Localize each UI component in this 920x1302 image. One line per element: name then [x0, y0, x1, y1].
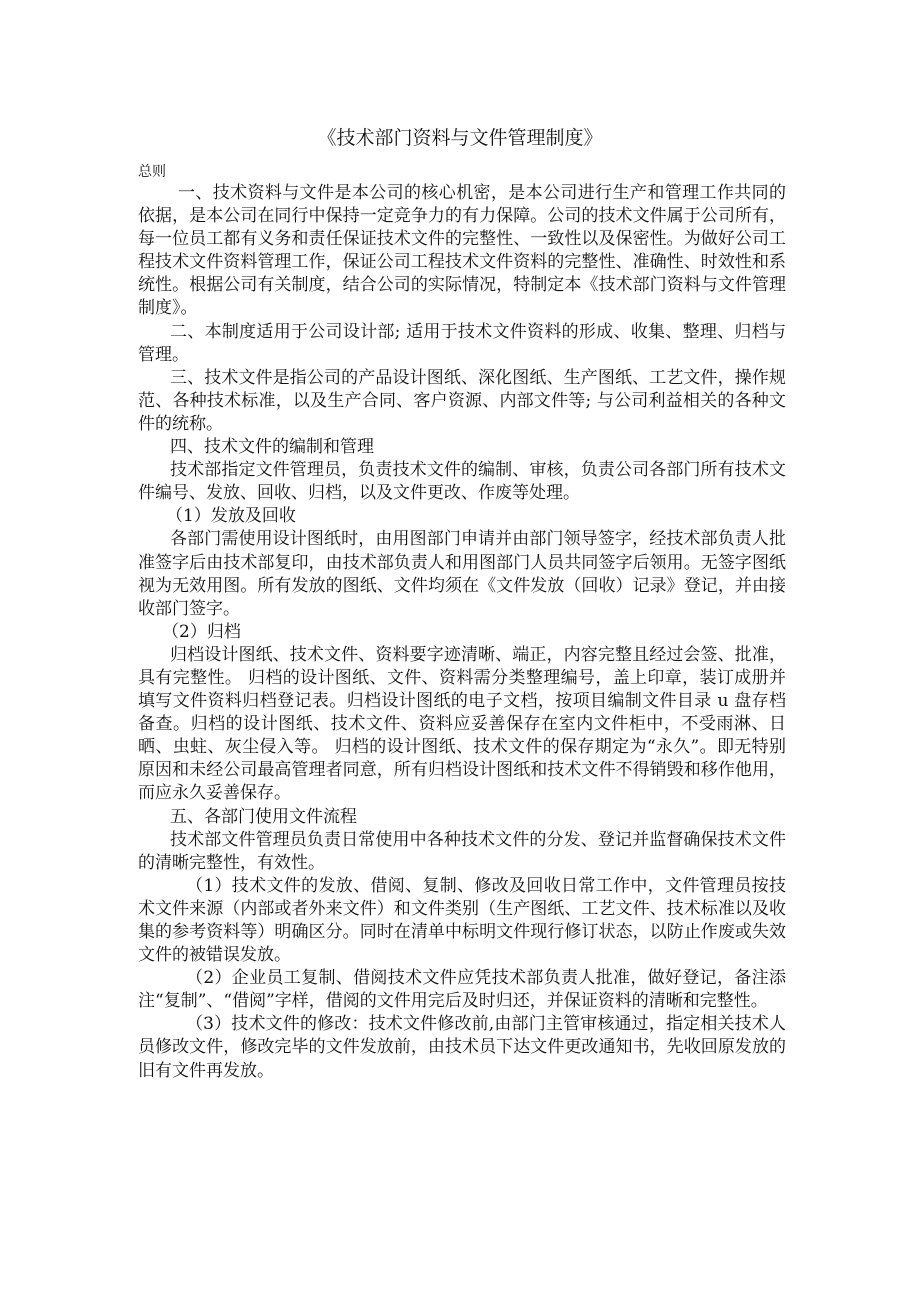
section-label: 总则	[138, 164, 166, 180]
document-title: 《技术部门资料与文件管理制度》	[317, 127, 603, 149]
paragraph-11: 技术部文件管理员负责日常使用中各种技术文件的分发、登记并监督确保技术文件的清晰完整性，有效性。	[138, 829, 786, 873]
heading-distribution: （1）发放及回收	[166, 506, 296, 527]
paragraph-12: （1）技术文件的发放、借阅、复制、修改及回收日常工作中，文件管理员按技术文件来源（内部或者外来文件）和文件类别（生产图纸、工艺文件、技术标准以及收集的参考资料等）明确区分。同时在清单中标明文件现行修订状态，以防止作废或失效文件的被错误发放。	[138, 875, 786, 966]
paragraph-2: 二、本制度适用于公司设计部; 适用于技术文件资料的形成、收集、整理、归档与管理。	[138, 321, 786, 365]
heading-section-4: 四、技术文件的编制和管理	[170, 437, 374, 458]
paragraph-14: （3）技术文件的修改：技术文件修改前,由部门主管审核通过，指定相关技术人员修改文件，修改完毕的文件发放前，由技术员下达文件更改通知书，先收回原发放的旧有文件再发放。	[138, 1014, 786, 1081]
paragraph-5: 技术部指定文件管理员，负责技术文件的编制、审核，负责公司各部门所有技术文件编号、发放、回收、归档，以及文件更改、作废等处理。	[138, 460, 786, 504]
heading-archive: （2）归档	[162, 621, 241, 642]
document-body	[138, 182, 786, 1083]
paragraph-7: 各部门需使用设计图纸时，由用图部门申请并由部门领导签字，经技术部负责人批准签字后由技术部复印，由技术部负责人和用图部门人员共同签字后领用。无签字图纸视为无效用图。所有发放的图纸、文件均须在《文件发放（回收）记录》登记，并由接收部门签字。	[138, 529, 786, 619]
heading-section-5: 五、各部门使用文件流程	[170, 806, 357, 827]
paragraph-1: 一、技术资料与文件是本公司的核心机密，是本公司进行生产和管理工作共同的依据，是本公司在同行中保持一定竞争力的有力保障。公司的技术文件属于公司所有，每一位员工都有义务和责任保证技术文件的完整性、一致性以及保密性。为做好公司工程技术文件资料管理工作，保证公司工程技术文件资料的完整性、准确性、时效性和系统性。根据公司有关制度，结合公司的实际情况，特制定本《技术部门资料与文件管理制度》。	[138, 183, 786, 319]
paragraph-3: 三、技术文件是指公司的产品设计图纸、深化图纸、生产图纸、工艺文件，操作规范、各种技术标准，以及生产合同、客户资源、内部文件等; 与公司利益相关的各种文件的统称。	[138, 367, 786, 434]
paragraph-13: （2）企业员工复制、借阅技术文件应凭技术部负责人批准，做好登记，备注添注“复制”、“借阅”字样，借阅的文件用完后及时归还，并保证资料的清晰和完整性。	[138, 968, 786, 1012]
paragraph-9: 归档设计图纸、技术文件、资料要字迹清晰、端正，内容完整且经过会签、批准，具有完整性。 归档的设计图纸、文件、资料需分类整理编号，盖上印章，装订成册并填写文件资料归档登记表。归档设计图纸的电子文档，按项目编制文件目录 u 盘存档备查。归档的设计图纸、技术文件、资料应妥善保存在室内文件柜中，不受雨淋、日晒、虫蛀、灰尘侵入等。 归档的设计图纸、技术文件的保存期定为“永久”。即无特别原因和未经公司最高管理者同意，所有归档设计图纸和技术文件不得销毁和移作他用，而应永久妥善保存。	[138, 644, 786, 804]
